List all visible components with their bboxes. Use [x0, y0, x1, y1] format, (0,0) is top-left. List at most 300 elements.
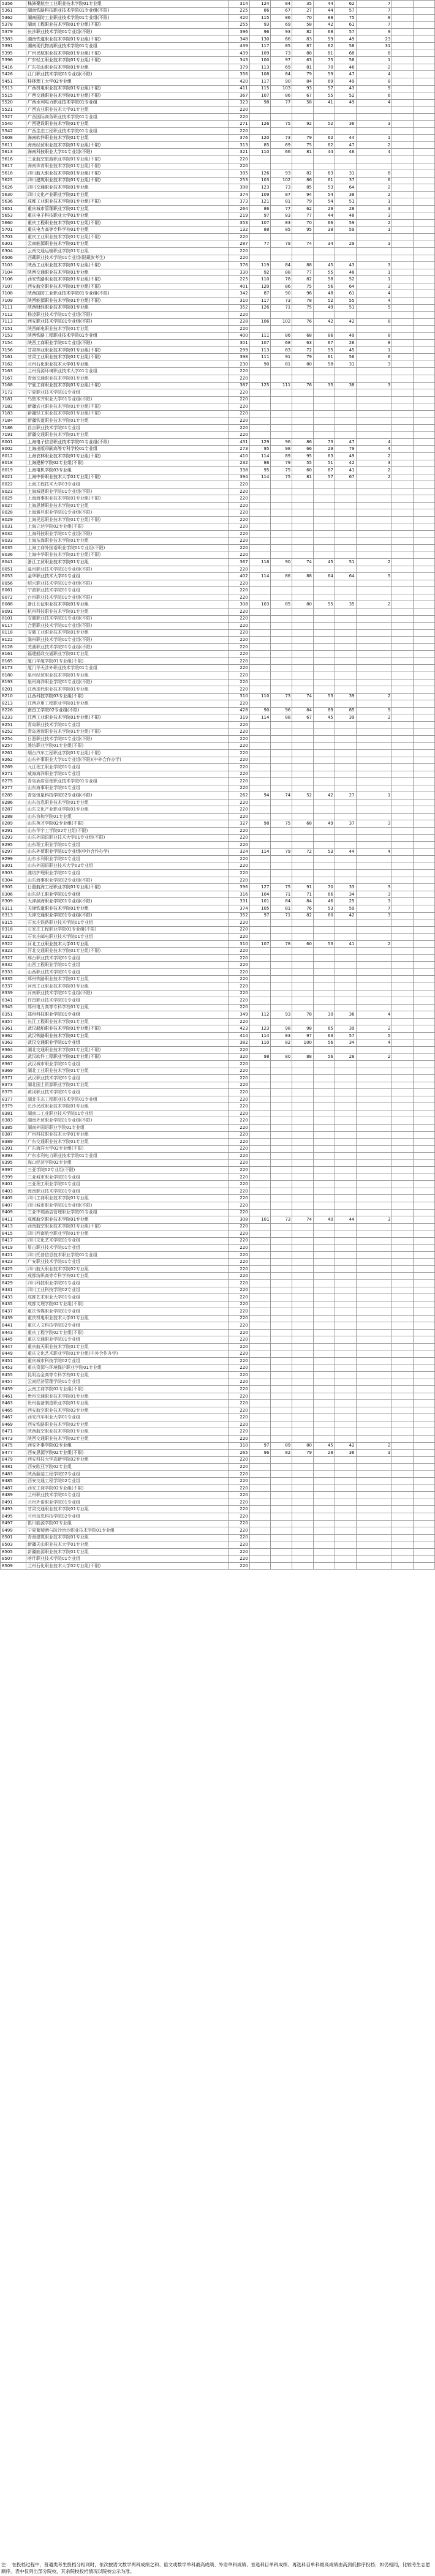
min-score-cell: 287 [228, 241, 249, 248]
empty-cell [392, 1216, 414, 1224]
math-score-cell [271, 1379, 292, 1386]
chinese-score-cell [249, 417, 271, 425]
chinese-score-cell: 92 [249, 269, 271, 276]
chinese-score-cell [249, 1407, 271, 1414]
min-score-cell: 323 [228, 99, 249, 107]
school-name-cell: 上海电子信息职业技术学院01专业组(不限) [26, 438, 228, 446]
empty-cell [392, 227, 414, 234]
empty-cell [414, 1103, 435, 1110]
empty-cell [392, 1223, 414, 1230]
second-subject-score-cell: 43 [335, 85, 356, 92]
min-score-cell: 273 [228, 446, 249, 453]
chinese-score-cell [249, 1110, 271, 1117]
min-score-cell: 220 [228, 255, 249, 262]
table-row [1, 523, 435, 531]
min-score-cell: 220 [228, 127, 249, 135]
school-code-cell: 5361 [1, 7, 26, 15]
first-subject-score-cell [314, 1556, 335, 1563]
empty-cell [414, 99, 435, 107]
math-score-cell [271, 629, 292, 637]
empty-cell [392, 92, 414, 100]
math-score-cell: 87 [271, 191, 292, 198]
empty-cell [392, 15, 414, 22]
empty-cell [414, 29, 435, 36]
empty-cell [392, 1492, 414, 1499]
second-subject-score-cell: 33 [335, 884, 356, 891]
chinese-score-cell [249, 749, 271, 757]
foreign-language-score-cell [292, 537, 314, 545]
school-name-cell: 邢台职业技术学院01专业组 [26, 954, 228, 962]
school-code-cell: 5362 [1, 15, 26, 22]
empty-cell [414, 1159, 435, 1167]
min-score-cell: 220 [228, 248, 249, 255]
second-subject-score-cell: 68 [335, 50, 356, 57]
empty-cell [414, 361, 435, 368]
min-score-cell: 220 [228, 1358, 249, 1365]
math-score-cell [271, 1513, 292, 1521]
min-score-cell: 330 [228, 269, 249, 276]
second-subject-score-cell: 59 [335, 905, 356, 913]
table-row [1, 184, 435, 192]
school-code-cell: 7108 [1, 290, 26, 298]
school-name-cell: 泉州海洋职业学院01专业组(不限) [26, 679, 228, 686]
chinese-score-cell [249, 1174, 271, 1181]
math-score-cell: 71 [271, 304, 292, 312]
school-name-cell: 西安职业技术学院01专业组(不限) [26, 318, 228, 326]
first-subject-score-cell: 59 [314, 36, 335, 43]
chinese-score-cell [249, 1251, 271, 1259]
chinese-score-cell [249, 834, 271, 842]
empty-cell [414, 177, 435, 184]
empty-cell [414, 290, 435, 298]
empty-cell [414, 743, 435, 750]
school-code-cell: 8318 [1, 926, 26, 934]
table-row [1, 792, 435, 799]
empty-cell [414, 205, 435, 212]
table-row [1, 1046, 435, 1054]
min-score-cell: 220 [228, 629, 249, 637]
foreign-language-score-cell: 74 [292, 693, 314, 700]
school-name-cell: 海南软件职业技术学院01专业组 [26, 135, 228, 142]
table-row [1, 1322, 435, 1330]
school-code-cell: 5527 [1, 113, 26, 121]
empty-cell [392, 1513, 414, 1521]
school-name-cell: 西安科技大学高新学院02专业组 [26, 1456, 228, 1464]
foreign-language-score-cell: 60 [292, 467, 314, 474]
choice-number-cell [356, 1237, 392, 1245]
chinese-score-cell [249, 1562, 271, 1570]
foreign-language-score-cell [292, 983, 314, 990]
first-subject-score-cell [314, 1534, 335, 1541]
school-name-cell: 成都纺织高等专科学校01专业组 [26, 1273, 228, 1280]
school-name-cell: 四川航天职业技术学院02专业组 [26, 1265, 228, 1273]
chinese-score-cell: 101 [249, 898, 271, 905]
school-code-cell: 5701 [1, 227, 26, 234]
choice-number-cell [356, 926, 392, 934]
math-score-cell [271, 552, 292, 559]
chinese-score-cell [249, 870, 271, 877]
empty-cell [414, 304, 435, 312]
math-score-cell: 84 [271, 71, 292, 78]
school-name-cell: 威海海洋职业学院01专业组 [26, 771, 228, 778]
school-name-cell: 日照职业技术学院01专业组(不限) [26, 735, 228, 743]
second-subject-score-cell [335, 516, 356, 523]
choice-number-cell [356, 410, 392, 417]
table-row [1, 785, 435, 792]
empty-cell [392, 340, 414, 347]
table-row [1, 1237, 435, 1245]
chinese-score-cell [249, 778, 271, 785]
first-subject-score-cell: 70 [314, 64, 335, 71]
second-subject-score-cell [335, 1159, 356, 1167]
choice-number-cell [356, 509, 392, 517]
empty-cell [414, 1131, 435, 1139]
chinese-score-cell [249, 1103, 271, 1110]
min-score-cell: 220 [228, 1386, 249, 1393]
first-subject-score-cell: 88 [314, 15, 335, 22]
chinese-score-cell [249, 1004, 271, 1011]
school-code-cell: 8483 [1, 1470, 26, 1478]
empty-cell [392, 1436, 414, 1443]
empty-cell [392, 997, 414, 1005]
school-name-cell: 广东轻工职业技术学院01专业组(不限) [26, 57, 228, 64]
table-row [1, 346, 435, 354]
choice-number-cell: 2 [356, 940, 392, 948]
min-score-cell: 220 [228, 1322, 249, 1330]
empty-cell [392, 403, 414, 411]
first-subject-score-cell [314, 1075, 335, 1082]
table-row [1, 29, 435, 36]
math-score-cell: 71 [271, 891, 292, 898]
foreign-language-score-cell [292, 877, 314, 884]
empty-cell [414, 474, 435, 481]
empty-cell [414, 919, 435, 927]
first-subject-score-cell [314, 1237, 335, 1245]
second-subject-score-cell: 48 [335, 212, 356, 220]
min-score-cell: 220 [228, 403, 249, 411]
foreign-language-score-cell: 68 [292, 332, 314, 340]
foreign-language-score-cell: 76 [292, 905, 314, 913]
empty-cell [392, 870, 414, 877]
min-score-cell: 220 [228, 1506, 249, 1513]
choice-number-cell [356, 651, 392, 658]
school-name-cell: 山东协和学院01专业组 [26, 813, 228, 820]
min-score-cell: 220 [228, 1089, 249, 1096]
second-subject-score-cell [335, 1527, 356, 1535]
empty-cell [392, 651, 414, 658]
math-score-cell [271, 1464, 292, 1471]
school-name-cell: 四川科技职业学院01专业组 [26, 1279, 228, 1287]
min-score-cell: 319 [228, 714, 249, 722]
chinese-score-cell [249, 1499, 271, 1506]
first-subject-score-cell [314, 1343, 335, 1350]
empty-cell [392, 78, 414, 86]
second-subject-score-cell [335, 721, 356, 728]
foreign-language-score-cell [292, 432, 314, 439]
chinese-score-cell [249, 566, 271, 573]
empty-cell [392, 1068, 414, 1075]
choice-number-cell [356, 1103, 392, 1110]
empty-cell [392, 1273, 414, 1280]
chinese-score-cell [249, 495, 271, 503]
table-row [1, 1, 435, 8]
school-code-cell: 8427 [1, 1273, 26, 1280]
choice-number-cell: 1 [356, 135, 392, 142]
second-subject-score-cell: 56 [335, 354, 356, 361]
chinese-score-cell [249, 1379, 271, 1386]
school-name-cell: 山东轻工职业学院01专业组 [26, 891, 228, 898]
choice-number-cell [356, 834, 392, 842]
school-code-cell: 8487 [1, 1485, 26, 1492]
school-name-cell: 山东海事职业学院02专业组(不限) [26, 877, 228, 884]
school-code-cell: 7106 [1, 276, 26, 283]
chinese-score-cell [249, 1478, 271, 1485]
second-subject-score-cell: 46 [335, 64, 356, 71]
table-row [1, 1485, 435, 1492]
min-score-cell: 220 [228, 1308, 249, 1316]
empty-cell [392, 1365, 414, 1372]
school-code-cell: 8061 [1, 587, 26, 594]
school-code-cell: 8361 [1, 1025, 26, 1033]
empty-cell [392, 743, 414, 750]
first-subject-score-cell [314, 255, 335, 262]
second-subject-score-cell [335, 749, 356, 757]
foreign-language-score-cell [292, 1153, 314, 1160]
choice-number-cell [356, 587, 392, 594]
math-score-cell [271, 1159, 292, 1167]
school-name-cell: 南昌工学院02专业组(不限) [26, 707, 228, 714]
min-score-cell: 220 [228, 1541, 249, 1549]
math-score-cell [271, 1075, 292, 1082]
school-code-cell: 8463 [1, 1400, 26, 1407]
school-code-cell: 8297 [1, 848, 26, 856]
table-row [1, 877, 435, 884]
empty-cell [392, 205, 414, 212]
chinese-score-cell: 90 [249, 707, 271, 714]
math-score-cell [271, 1230, 292, 1238]
math-score-cell [271, 870, 292, 877]
second-subject-score-cell: 34 [335, 891, 356, 898]
empty-cell [392, 71, 414, 78]
school-name-cell: 重庆城市管理职业学院01专业组 [26, 205, 228, 212]
foreign-language-score-cell [292, 1089, 314, 1096]
second-subject-score-cell: 41 [335, 940, 356, 948]
empty-cell [392, 905, 414, 913]
empty-cell [392, 968, 414, 976]
choice-number-cell [356, 1407, 392, 1414]
school-name-cell: 山东水利职业学院01专业组 [26, 856, 228, 863]
school-name-cell: 上海中华职业技术学院01专业组(不限) [26, 552, 228, 559]
foreign-language-score-cell [292, 799, 314, 806]
empty-cell [414, 382, 435, 389]
foreign-language-score-cell [292, 234, 314, 241]
choice-number-cell [356, 1061, 392, 1068]
school-name-cell: 海南职业技术学院01专业组 [26, 1188, 228, 1195]
min-score-cell: 220 [228, 502, 249, 509]
first-subject-score-cell: 49 [314, 820, 335, 828]
foreign-language-score-cell [292, 1245, 314, 1252]
school-code-cell: 7151 [1, 326, 26, 333]
chinese-score-cell: 111 [249, 332, 271, 340]
chinese-score-cell [249, 255, 271, 262]
first-subject-score-cell [314, 248, 335, 255]
first-subject-score-cell [314, 983, 335, 990]
chinese-score-cell [249, 248, 271, 255]
school-code-cell: 7161 [1, 354, 26, 361]
first-subject-score-cell [314, 1562, 335, 1570]
second-subject-score-cell: 37 [335, 820, 356, 828]
min-score-cell: 321 [228, 149, 249, 156]
empty-cell [414, 1279, 435, 1287]
chinese-score-cell [249, 990, 271, 997]
table-row [1, 764, 435, 771]
school-code-cell: 7181 [1, 396, 26, 403]
math-score-cell: 84 [271, 262, 292, 269]
table-row [1, 976, 435, 983]
empty-cell [392, 1414, 414, 1421]
school-code-cell: 7107 [1, 283, 26, 290]
first-subject-score-cell [314, 629, 335, 637]
school-name-cell: 陕西工业职业技术学院01专业组(不限) [26, 262, 228, 269]
foreign-language-score-cell [292, 587, 314, 594]
school-code-cell: 8391 [1, 1145, 26, 1153]
empty-cell [414, 997, 435, 1005]
school-name-cell: 山西职业技术学院01专业组 [26, 968, 228, 976]
table-row [1, 1442, 435, 1450]
school-code-cell: 8341 [1, 997, 26, 1005]
table-row [1, 1279, 435, 1287]
min-score-cell: 376 [228, 262, 249, 269]
first-subject-score-cell: 89 [314, 707, 335, 714]
school-code-cell: 8417 [1, 1237, 26, 1245]
empty-cell [414, 1520, 435, 1527]
school-name-cell: 西安铁路职业技术学院02专业组 [26, 1421, 228, 1428]
empty-cell [392, 127, 414, 135]
school-code-cell: 8306 [1, 891, 26, 898]
table-row [1, 1259, 435, 1266]
empty-cell [414, 467, 435, 474]
foreign-language-score-cell [292, 1195, 314, 1202]
choice-number-cell: 4 [356, 290, 392, 298]
first-subject-score-cell [314, 1513, 335, 1521]
choice-number-cell [356, 665, 392, 672]
second-subject-score-cell [335, 368, 356, 375]
math-score-cell: 66 [271, 149, 292, 156]
table-row [1, 488, 435, 495]
foreign-language-score-cell [292, 1202, 314, 1209]
school-code-cell: 5513 [1, 85, 26, 92]
first-subject-score-cell: 54 [314, 191, 335, 198]
foreign-language-score-cell [292, 1556, 314, 1563]
math-score-cell [271, 990, 292, 997]
empty-cell [392, 665, 414, 672]
second-subject-score-cell [335, 552, 356, 559]
empty-cell [414, 227, 435, 234]
school-name-cell: 烟台汽车工程职业学院01专业组(不限) [26, 749, 228, 757]
empty-cell [414, 1329, 435, 1336]
first-subject-score-cell: 30 [314, 1011, 335, 1019]
first-subject-score-cell [314, 389, 335, 397]
min-score-cell: 310 [228, 1442, 249, 1450]
school-name-cell: 云南经济管理学院01专业组 [26, 1379, 228, 1386]
min-score-cell: 220 [228, 1245, 249, 1252]
min-score-cell: 220 [228, 651, 249, 658]
empty-cell [392, 693, 414, 700]
table-row [1, 1089, 435, 1096]
foreign-language-score-cell [292, 672, 314, 679]
empty-cell [392, 940, 414, 948]
school-code-cell: 8455 [1, 1372, 26, 1379]
empty-cell [414, 1075, 435, 1082]
choice-number-cell [356, 1534, 392, 1541]
foreign-language-score-cell [292, 1506, 314, 1513]
empty-cell [392, 1506, 414, 1513]
math-score-cell [271, 1329, 292, 1336]
math-score-cell [271, 1202, 292, 1209]
empty-cell [414, 870, 435, 877]
second-subject-score-cell [335, 1004, 356, 1011]
second-subject-score-cell [335, 1315, 356, 1322]
choice-number-cell: 2 [356, 219, 392, 227]
first-subject-score-cell [314, 764, 335, 771]
empty-cell [414, 424, 435, 432]
school-name-cell: 武汉软件工程职业学院01专业组(不限) [26, 1054, 228, 1061]
first-subject-score-cell [314, 1393, 335, 1400]
min-score-cell: 220 [228, 1209, 249, 1216]
second-subject-score-cell [335, 1343, 356, 1350]
min-score-cell: 220 [228, 1485, 249, 1492]
school-code-cell: 8443 [1, 1329, 26, 1336]
empty-cell [414, 545, 435, 552]
foreign-language-score-cell [292, 1265, 314, 1273]
math-score-cell: 68 [271, 340, 292, 347]
choice-number-cell: 2 [356, 559, 392, 566]
choice-number-cell [356, 1308, 392, 1316]
table-row [1, 1414, 435, 1421]
min-score-cell: 220 [228, 1018, 249, 1025]
school-code-cell: 7186 [1, 424, 26, 432]
empty-cell [414, 64, 435, 71]
choice-number-cell [356, 1131, 392, 1139]
second-subject-score-cell [335, 1365, 356, 1372]
second-subject-score-cell: 35 [335, 601, 356, 608]
empty-cell [414, 375, 435, 382]
chinese-score-cell: 105 [249, 905, 271, 913]
footnote: 注： 在投档过程中，普通类考生投档分相同时，依次按语文数学两科成绩之和、语文或数学单科最高成绩、外语单科成绩、首选科目单科成绩、再选科目单科最高成绩由高到低排序投档；如仍相同，比较考生志愿顺序。表中仅列出部分院校，其余院校投档情况以院校公示为准。 [1, 2562, 430, 2574]
empty-cell [414, 1485, 435, 1492]
choice-number-cell [356, 990, 392, 997]
math-score-cell: 111 [271, 382, 292, 389]
school-code-cell: 7111 [1, 304, 26, 312]
school-name-cell: 新疆天山职业技术大学01专业组 [26, 1541, 228, 1549]
chinese-score-cell: 77 [249, 241, 271, 248]
first-subject-score-cell: 48 [314, 290, 335, 298]
second-subject-score-cell: 67 [335, 474, 356, 481]
empty-cell [392, 1421, 414, 1428]
foreign-language-score-cell: 82 [292, 170, 314, 178]
table-row [1, 594, 435, 601]
choice-number-cell [356, 799, 392, 806]
choice-number-cell: 2 [356, 184, 392, 192]
foreign-language-score-cell: 60 [292, 940, 314, 948]
min-score-cell: 220 [228, 771, 249, 778]
table-row [1, 1492, 435, 1499]
math-score-cell [271, 1492, 292, 1499]
school-name-cell: 陕西能源职业技术学院01专业组(不限) [26, 297, 228, 304]
empty-cell [414, 502, 435, 509]
empty-cell [392, 912, 414, 919]
empty-cell [414, 1209, 435, 1216]
